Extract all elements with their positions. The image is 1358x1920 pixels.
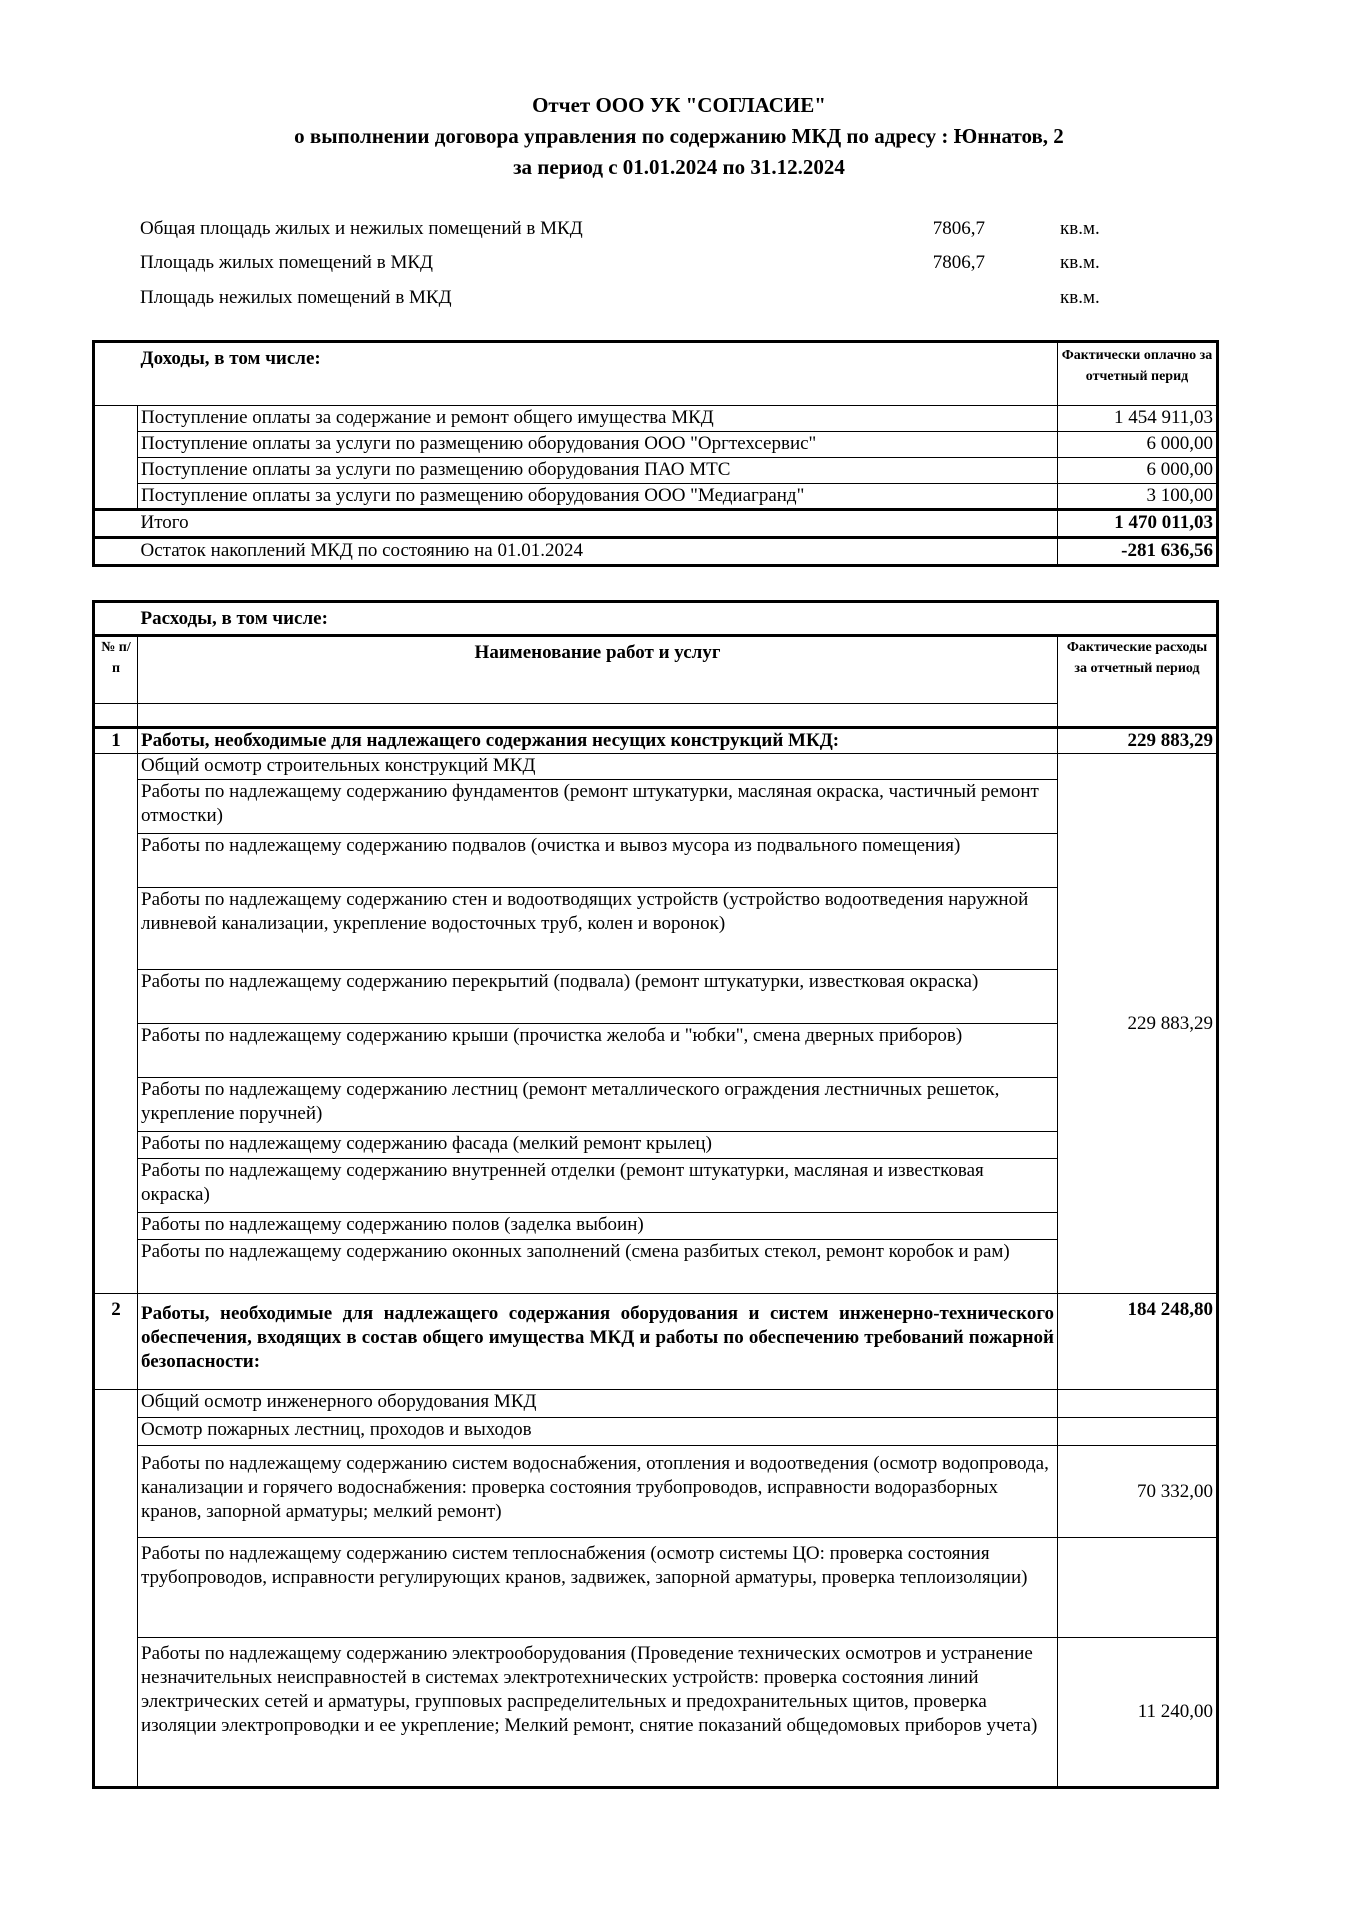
income-total-label: Итого (138, 510, 1058, 538)
expenses-table (92, 600, 1219, 1789)
report-title: Отчет ООО УК "СОГЛАСИЕ" (532, 93, 826, 117)
work-item: Работы по надлежащему содержанию фундаментов (ремонт штукатурки, масляная окраска, частичный ремонт отмостки) (138, 780, 1058, 834)
work-item: Работы по надлежащему содержанию внутренней отделки (ремонт штукатурки, масляная и известковая окраска) (138, 1159, 1058, 1213)
area-nonliving-unit: кв.м. (1060, 287, 1100, 308)
work-item-value (1058, 1390, 1218, 1418)
work-item-value (1058, 1538, 1218, 1638)
work-item: Работы по надлежащему содержанию систем теплоснабжения (осмотр системы ЦО: проверка состояния трубопроводов, исправности регулирующих кранов, задвижек, запорной арматуры, проверка теплоизоляции) (138, 1538, 1058, 1638)
area-total-unit: кв.м. (1060, 218, 1100, 239)
work-item: Работы по надлежащему содержанию полов (заделка выбоин) (138, 1213, 1058, 1240)
work-item: Работы по надлежащему содержанию подвалов (очистка и вывоз мусора из подвального помещения) (138, 834, 1058, 888)
area-total-value: 7806,7 (932, 218, 985, 239)
income-total-value: 1 470 011,03 (1058, 510, 1218, 538)
section-title: Работы, необходимые для надлежащего содержания несущих конструкций МКД: (138, 728, 1058, 754)
area-nonliving-label: Площадь нежилых помещений в МКД (140, 287, 452, 308)
report-period: за период с 01.01.2024 по 31.12.2024 (513, 155, 845, 179)
column-value-header: Фактические расходы за отчетный период (1058, 636, 1218, 728)
balance-label: Остаток накоплений МКД по состоянию на 01.01.2024 (138, 538, 1058, 566)
income-column-header: Фактически оплачно за отчетный перид (1058, 342, 1218, 406)
work-item: Работы по надлежащему содержанию стен и водоотводящих устройств (устройство водоотведения наружной ливневой канализации, укрепление водосточных труб, колен и воронок) (138, 888, 1058, 970)
work-item: Работы по надлежащему содержанию фасада (мелкий ремонт крылец) (138, 1132, 1058, 1159)
work-item: Работы по надлежащему содержанию электрооборудования (Проведение технических осмотров и устранение незначительных неисправностей в системах электротехнических устройств: проверка состояния линий электрических сетей и арматуры, групповых распределительных и предохранительных щитов, проверка изоляции электропроводки и ее укрепление; Мелкий ремонт, снятие показаний общедомовых приборов учета) (138, 1638, 1058, 1788)
work-item: Работы по надлежащему содержанию оконных заполнений (смена разбитых стекол, ремонт коробок и рам) (138, 1240, 1058, 1294)
column-name-header: Наименование работ и услуг (138, 636, 1058, 704)
work-item: Работы по надлежащему содержанию систем водоснабжения, отопления и водоотведения (осмотр водопровода, канализации и горячего водоснабжения: проверка состояния трубопроводов, исправности водоразборных кранов, запорной арматуры; мелкий ремонт) (138, 1446, 1058, 1538)
income-row-value: 1 454 911,03 (1058, 406, 1218, 432)
area-living-unit: кв.м. (1060, 252, 1100, 273)
work-item: Работы по надлежащему содержанию лестниц (ремонт металлического ограждения лестничных решеток, укрепление поручней) (138, 1078, 1058, 1132)
column-num-header: № п/п (94, 636, 138, 704)
work-item: Общий осмотр инженерного оборудования МКД (138, 1390, 1058, 1418)
income-row: Поступление оплаты за услуги по размещению оборудования ПАО МТС (138, 458, 1058, 484)
work-item-value: 11 240,00 (1058, 1638, 1218, 1788)
section-total: 184 248,80 (1058, 1294, 1218, 1390)
work-item: Осмотр пожарных лестниц, проходов и выходов (138, 1418, 1058, 1446)
area-total-label: Общая площадь жилых и нежилых помещений в МКД (140, 218, 583, 239)
income-row-value: 3 100,00 (1058, 484, 1218, 510)
income-title: Доходы, в том числе: (138, 342, 1058, 406)
section-number: 1 (94, 728, 138, 754)
area-living-value: 7806,7 (932, 252, 985, 273)
section-number: 2 (94, 1294, 138, 1390)
work-item-value: 70 332,00 (1058, 1446, 1218, 1538)
income-row-value: 6 000,00 (1058, 458, 1218, 484)
area-living-label: Площадь жилых помещений в МКД (140, 252, 433, 273)
income-row: Поступление оплаты за услуги по размещению оборудования ООО "Медиагранд" (138, 484, 1058, 510)
balance-value: -281 636,56 (1058, 538, 1218, 566)
income-row: Поступление оплаты за содержание и ремонт общего имущества МКД (138, 406, 1058, 432)
section-total: 229 883,29 (1058, 728, 1218, 754)
income-table (92, 340, 1219, 567)
work-item: Работы по надлежащему содержанию перекрытий (подвала) (ремонт штукатурки, известковая окраска) (138, 970, 1058, 1024)
income-row: Поступление оплаты за услуги по размещению оборудования ООО "Оргтехсервис" (138, 432, 1058, 458)
report-subtitle: о выполнении договора управления по содержанию МКД по адресу : Юннатов, 2 (294, 124, 1064, 148)
work-item: Общий осмотр строительных конструкций МКД (138, 754, 1058, 780)
section-group-value: 229 883,29 (1058, 754, 1218, 1294)
work-item: Работы по надлежащему содержанию крыши (прочистка желоба и "юбки", смена дверных приборов) (138, 1024, 1058, 1078)
work-item-value (1058, 1418, 1218, 1446)
income-row-value: 6 000,00 (1058, 432, 1218, 458)
section-title: Работы, необходимые для надлежащего содержания оборудования и систем инженерно-технического обеспечения, входящих в состав общего имущества МКД и работы по обеспечению требований пожарной безопасности: (138, 1294, 1058, 1390)
expenses-title: Расходы, в том числе: (138, 602, 1218, 636)
